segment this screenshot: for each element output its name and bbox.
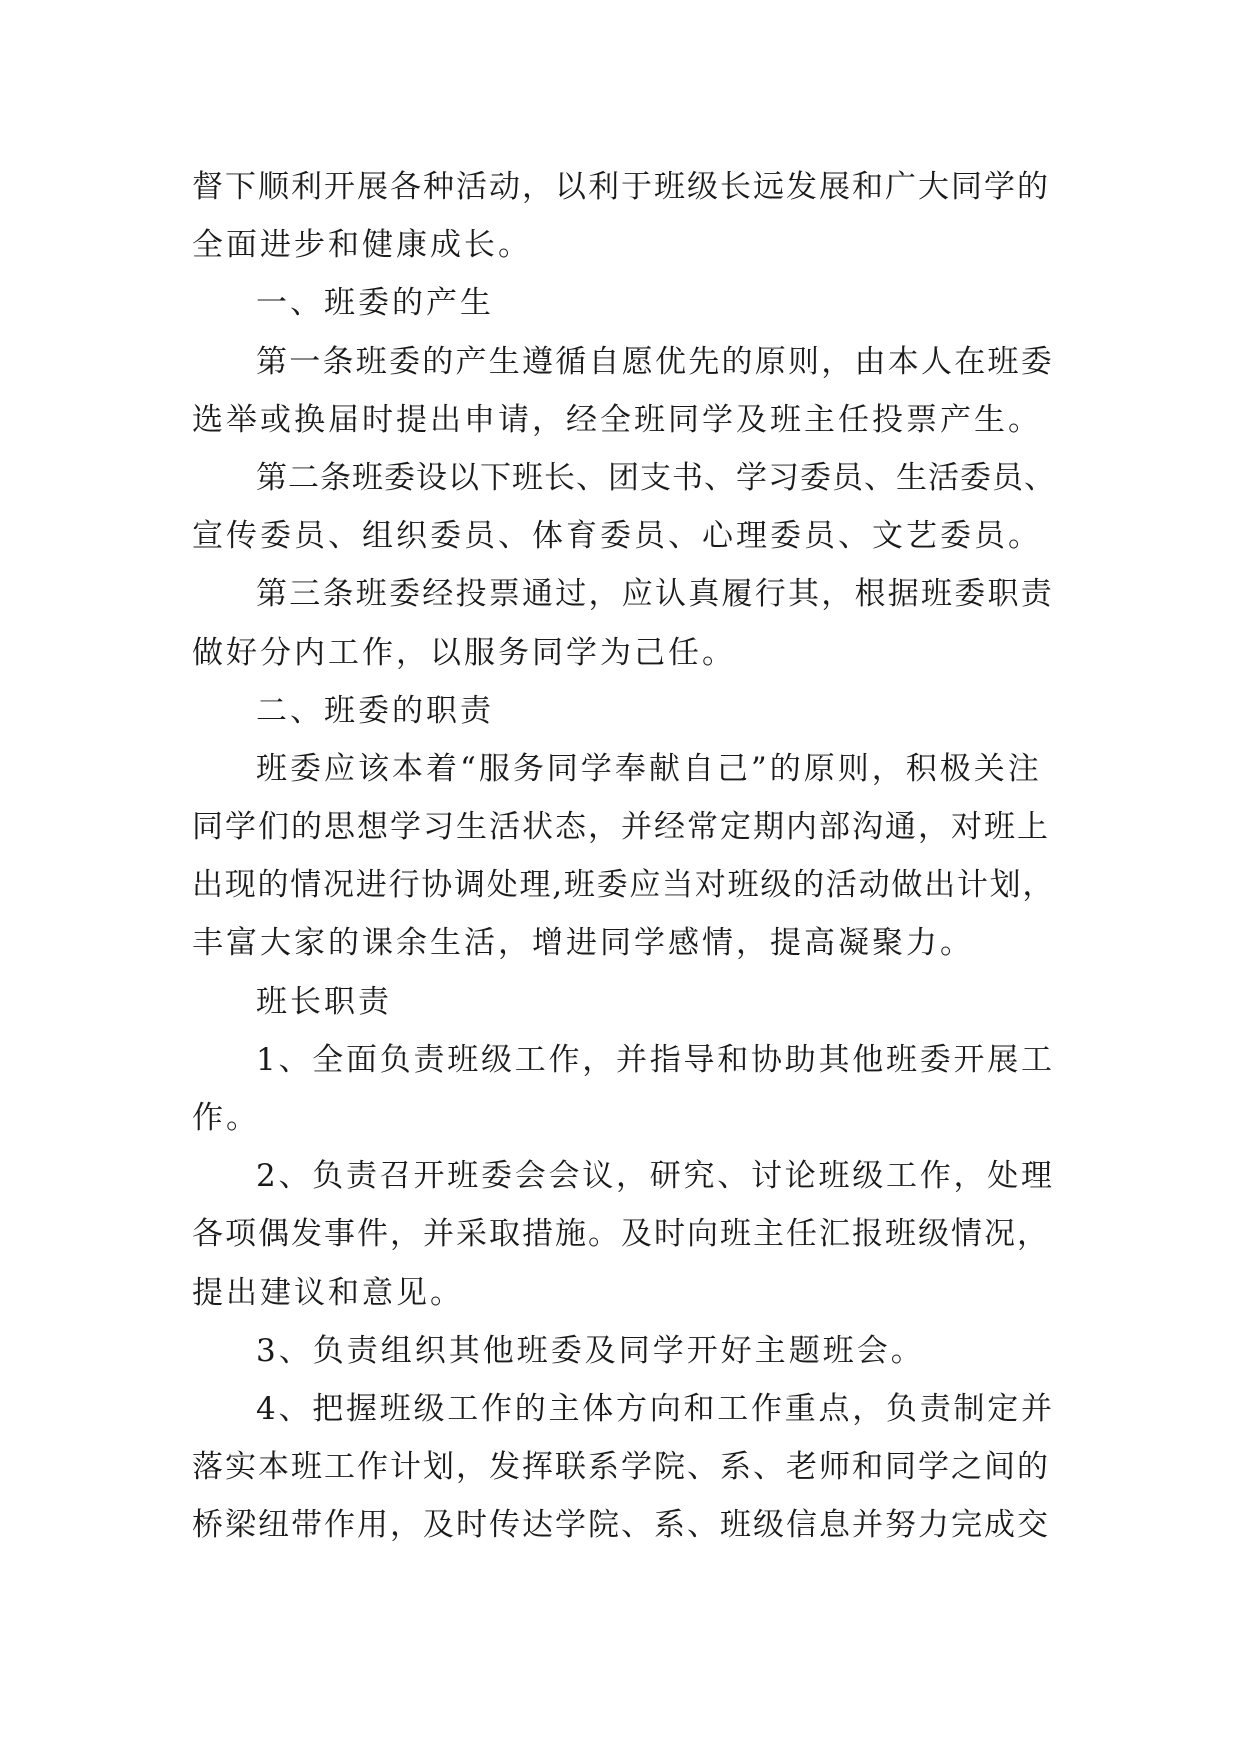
text-line: 班委应该本着“服务同学奉献自己”的原则，积极关注 <box>256 750 1042 787</box>
text-line: 提出建议和意见。 <box>192 1274 464 1311</box>
text-line: 第二条班委设以下班长、团支书、学习委员、生活委员、 <box>256 459 1056 496</box>
document-body <box>192 158 1056 1555</box>
text-line: 作。 <box>192 1100 260 1136</box>
text-line: 全面进步和健康成长。 <box>192 227 532 264</box>
text-line: 各项偶发事件，并采取措施。及时向班主任汇报班级情况， <box>192 1216 1050 1253</box>
text-line: 督下顺利开展各种活动，以利于班级长远发展和广大同学的 <box>192 169 1050 205</box>
text-line: 第一条班委的产生遵循自愿优先的原则，由本人在班委 <box>256 343 1054 380</box>
text-line: 4、把握班级工作的主体方向和工作重点，负责制定并 <box>256 1390 1055 1427</box>
text-line: 班长职责 <box>256 983 392 1020</box>
text-line: 宣传委员、组织委员、体育委员、心理委员、文艺委员。 <box>192 518 1042 555</box>
text-line: 同学们的思想学习生活状态，并经常定期内部沟通，对班上 <box>192 809 1050 846</box>
text-line: 做好分内工作，以服务同学为己任。 <box>192 634 736 671</box>
text-line: 丰富大家的课余生活，增进同学感情，提高凝聚力。 <box>192 925 974 962</box>
text-line: 3、负责组织其他班委及同学开好主题班会。 <box>256 1332 925 1369</box>
text-line: 选举或换届时提出申请，经全班同学及班主任投票产生。 <box>192 401 1042 438</box>
text-line: 出现的情况进行协调处理,班委应当对班级的活动做出计划， <box>192 867 1056 904</box>
text-line: 1、全面负责班级工作，并指导和协助其他班委开展工 <box>256 1041 1055 1078</box>
text-line: 桥梁纽带作用，及时传达学院、系、班级信息并努力完成交 <box>192 1507 1050 1544</box>
text-line: 一、班委的产生 <box>256 285 494 322</box>
text-line: 2、负责召开班委会会议，研究、讨论班级工作，处理 <box>256 1158 1055 1195</box>
text-line: 落实本班工作计划，发挥联系学院、系、老师和同学之间的 <box>192 1449 1050 1486</box>
text-line: 二、班委的职责 <box>256 692 494 729</box>
text-line: 第三条班委经投票通过，应认真履行其，根据班委职责 <box>256 576 1054 613</box>
